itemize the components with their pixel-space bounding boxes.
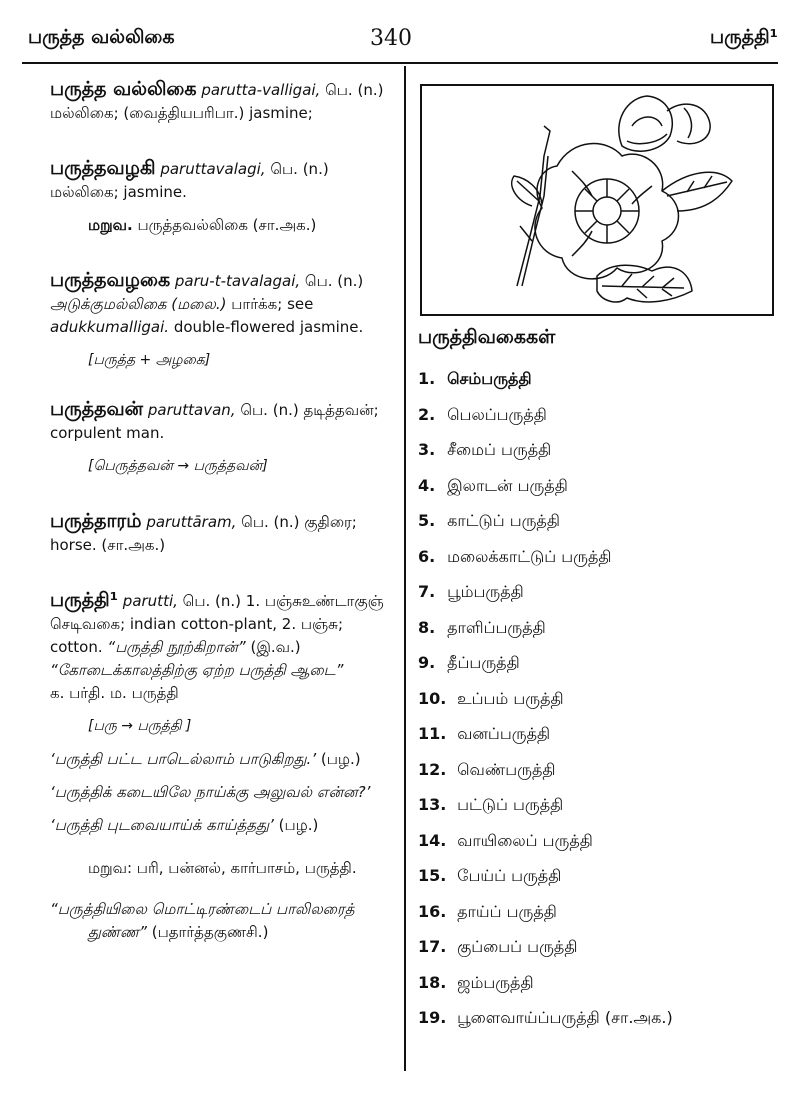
list-item-number: 2. [418,404,436,424]
etymology: [பருத்த + அழகை] [88,352,211,368]
left-column [50,78,395,952]
list-item-number: 4. [418,475,436,495]
usage-quote: “பருத்தி நூற்கிறான்” [107,638,246,656]
dictionary-entry [50,589,395,944]
cognates: க. பர்தி. ம. பருத்தி [50,684,179,702]
list-item-label: காட்டுப் பருத்தி [447,511,560,530]
definition: குதிரை; [299,513,357,531]
varieties-list [418,369,778,1044]
list-item [418,405,778,441]
dictionary-entry [50,78,395,125]
part-of-speech: பெ. (n.) [320,81,384,99]
list-item-number: 14. [418,830,447,850]
column-divider [404,66,406,1071]
list-item [418,795,778,831]
headword: பருத்தவழகை [50,269,171,291]
list-item [418,653,778,689]
list-item [418,973,778,1009]
cotton-plant-icon [422,86,772,314]
cross-reference: அடுக்குமல்லிகை (மலை.) [50,295,227,313]
list-item-number: 12. [418,759,447,779]
definition: 1. பஞ்சுஉண்டாகுஞ் [241,592,384,610]
list-item-label: வாயிலைப் பருத்தி [457,830,593,850]
part-of-speech: பெ. (n.) [177,592,242,610]
page-header [0,0,800,60]
list-item-number: 3. [418,440,436,459]
list-item [418,724,778,760]
headword: பருத்தவழகி [50,157,156,179]
list-item-label: தீப்பருத்தி [447,653,520,672]
list-item-label: செம்பருத்தி [447,369,532,388]
list-item-number: 19. [418,1008,447,1027]
running-head-left: பருத்த வல்லிகை [28,26,175,48]
list-item [418,582,778,618]
proverb-source: (பழ.) [316,750,361,768]
synonym-text: பருத்தவல்லிகை (சா.அக.) [132,216,317,234]
list-item-number: 16. [418,901,447,921]
list-item [418,547,778,583]
list-item-label: மலைக்காட்டுப் பருத்தி [447,546,612,566]
synonym-label: மறுவ. [88,216,133,234]
section-title: பருத்திவகைகள் [418,326,556,348]
list-item [418,866,778,902]
part-of-speech: பெ. (n.) [235,401,299,419]
list-item-number: 15. [418,866,447,885]
definition: cotton. [50,638,108,656]
list-item-label: பேய்ப் பருத்தி [457,866,562,885]
dictionary-entry [50,269,395,372]
headword: பருத்த வல்லிகை [50,78,197,100]
proverb: ‘பருத்தி புடவையாய்க் காய்த்தது’ [50,816,274,834]
list-item-label: தாளிப்பருத்தி [447,617,546,637]
list-item-number: 11. [418,724,447,743]
list-item-number: 5. [418,511,436,530]
transliteration: paruttavan, [147,401,236,419]
list-item-number: 10. [418,688,447,708]
citation: துண்ண” [88,923,147,941]
running-head-right: பருத்தி¹ [709,26,778,48]
list-item [418,440,778,476]
proverb: ‘பருத்தி பட்ட பாடெல்லாம் பாடுகிறது.’ [50,750,317,768]
list-item-label: குப்பைப் பருத்தி [457,937,578,956]
list-item [418,618,778,654]
part-of-speech: பெ. (n.) [300,272,364,290]
definition-english: corpulent man. [50,424,165,442]
list-item-label: வனப்பருத்தி [457,724,551,743]
header-rule [22,62,778,64]
list-item-label: பெலப்பருத்தி [447,404,547,424]
page-number: 340 [370,26,412,51]
list-item [418,760,778,796]
part-of-speech: பெ. (n.) [236,513,300,531]
transliteration: paru-t-tavalagai, [174,272,301,290]
definition: மல்லிகை; jasmine. [50,183,187,201]
proverb: ‘பருத்திக் கடையிலே நாய்க்கு அலுவல் என்ன?’ [50,783,371,801]
list-item-label: இலாடன் பருத்தி [447,475,568,495]
list-item [418,902,778,938]
list-item-number: 1. [418,369,436,388]
headword: பருத்தவன் [50,398,144,420]
right-column [418,326,778,1044]
list-item [418,1008,778,1044]
synonym-line [50,214,395,237]
see-text: பார்க்க; see [226,295,314,313]
list-item-label: தாய்ப் பருத்தி [457,901,557,921]
list-item-label: ஜம்பருத்தி [457,972,534,992]
transliteration: paruttāram, [146,513,237,531]
list-item-label: சீமைப் பருத்தி [447,440,552,459]
list-item [418,937,778,973]
list-item-number: 9. [418,653,436,672]
transliteration: parutta-valligai, [201,81,321,99]
etymology: [பரு → பருத்தி ] [88,718,192,734]
list-item-number: 13. [418,795,447,814]
list-item [418,511,778,547]
list-item-label: வெண்பருத்தி [457,759,556,779]
headword: பருத்தி¹ [50,589,119,611]
definition: மல்லிகை; (வைத்தியபரிபா.) jasmine; [50,104,313,122]
definition: தடித்தவன்; [298,401,379,419]
list-item-number: 8. [418,617,436,637]
etymology: [பெருத்தவன் → பருத்தவன்] [88,458,268,474]
dictionary-entry [50,398,395,478]
list-item [418,689,778,725]
list-item-label: உப்பம் பருத்தி [457,688,564,708]
proverb-source: (பழ.) [273,816,319,834]
list-item-label: பூம்பருத்தி [447,582,524,601]
usage-quote: “கோடைக்காலத்திற்கு ஏற்ற பருத்தி ஆடை” [50,661,344,679]
list-item [418,476,778,512]
list-item-number: 18. [418,972,447,992]
definition: double-flowered jasmine. [169,318,364,336]
list-item-label: பூளைவாய்ப்பருத்தி (சா.அக.) [457,1008,673,1027]
list-item-number: 17. [418,937,447,956]
list-item [418,369,778,405]
illustration-frame [420,84,774,316]
transliteration: parutti, [122,592,178,610]
cross-reference-translit: adukkumalligai. [50,318,170,336]
dictionary-entry [50,157,395,237]
list-item-number: 7. [418,582,436,601]
citation-source: (பதார்த்தகுணசி.) [146,923,269,941]
dictionary-entry [50,510,395,557]
citation: “பருத்தியிலை மொட்டிரண்டைப் பாலிலரைத் [50,900,355,918]
list-item-label: பட்டுப் பருத்தி [457,795,564,814]
headword: பருத்தாரம் [50,510,142,532]
part-of-speech: பெ. (n.) [265,160,329,178]
usage-source: (இ.வ.) [245,638,301,656]
synonym-line: மறுவ: பரி, பன்னல், கார்பாசம், பருத்தி. [88,859,357,877]
definition: செடிவகை; indian cotton-plant, 2. பஞ்சு; [50,615,343,633]
list-item [418,831,778,867]
list-item-number: 6. [418,546,436,566]
transliteration: paruttavalagi, [160,160,266,178]
definition-english: horse. (சா.அக.) [50,536,166,554]
